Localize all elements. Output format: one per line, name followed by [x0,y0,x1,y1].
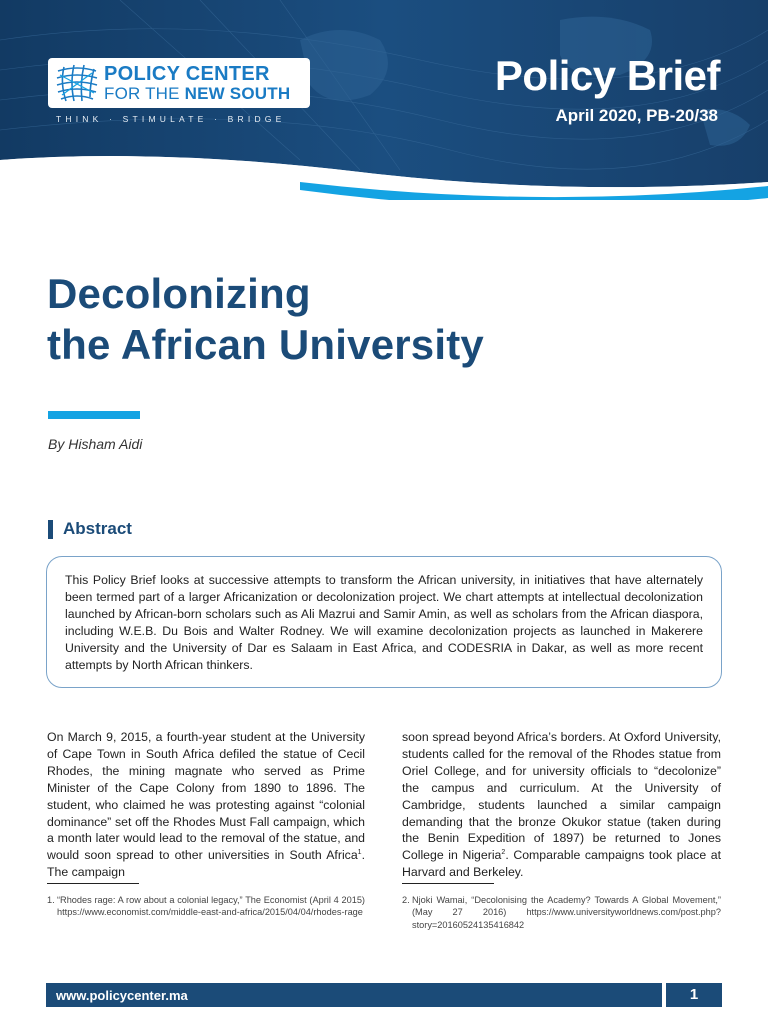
footnote-2-number: 2. [402,895,410,905]
title-line2: the African University [47,321,484,368]
policy-center-logo [48,58,310,108]
logo-line2 [104,85,290,102]
logo-line2-prefix: FOR THE [104,84,185,103]
body-column-left [47,729,365,881]
logo-tagline: THINK · STIMULATE · BRIDGE [56,114,286,124]
footnote-1-text[interactable]: “Rhodes rage: A row about a colonial legacy,” The Economist (April 4 2015) https://www.economist.com/middle-east-and-africa/2015/04/04/rhodes-rage [57,895,365,918]
footnote-ref-1[interactable]: 1 [357,849,362,857]
abstract-box [46,556,722,688]
abstract-label: Abstract [63,519,132,538]
page-footer [46,983,722,1007]
logo-line2-bold: NEW SOUTH [184,84,291,103]
title-accent-rule [48,411,140,419]
body-column-right [402,729,721,881]
abstract-heading [48,519,132,539]
footnote-2 [402,894,721,931]
footnote-ref-2[interactable]: 2 [501,849,506,857]
author-byline: By Hisham Aidi [48,436,143,452]
page-number: 1 [666,983,722,1007]
globe-grid-icon [54,63,100,103]
body-left-text: On March 9, 2015, a fourth-year student at the University of Cape Town in South Africa defiled the statue of Cecil Rhodes, the mining magnate who served as Prime Minister of the Cape Colony from 1890 to 1896. The student, who claimed he was protesting against “colonial dominance” set off the Rhodes Must Fall campaign, which a month later would lead to the removal of the statue, and would soon spread to other universities in South Africa [47,730,365,863]
issue-date: April 2020, PB-20/38 [555,106,718,125]
footnote-1-number: 1. [47,895,55,905]
page-title [47,268,647,370]
footer-url-link[interactable]: www.policycenter.ma [46,983,662,1007]
abstract-marker [48,520,53,539]
title-line1: Decolonizing [47,270,311,317]
abstract-text: This Policy Brief looks at successive attempts to transform the African university, in initiatives that have alternately been termed part of a larger Africanization or decolonization project. We chart attempts at intellectual decolonization launched by African-born scholars such as Ali Mazrui and Samir Amin, as well as scholars from the African diaspora, including W.E.B. Du Bois and Walter Rodney. We will examine decolonization projects as launched in Makerere University and the University of Dar es Salaam in East Africa, and CODESRIA in Dakar, as well as more recent attempts by North African thinkers. [65,573,703,672]
footnote-1 [47,894,365,919]
body-right-text: soon spread beyond Africa’s borders. At Oxford University, students called for the removal of the Rhodes statue from Oriel College, and for university officials to “decolonize” the campus and curriculum. At the University of Cambridge, students launched a similar campaign demanding that the bronze Okukor statue (taken during the Benin Expedition of 1897) be returned to Jones College in Nigeria [402,730,721,863]
footnote-2-text[interactable]: Njoki Wamai, “Decolonising the Academy? Towards A Global Movement,” (May 27 2016) https://www.universityworldnews.com/post.php?story=20160524135416842 [412,895,721,930]
footnote-rule-left [47,883,139,884]
body-right-tail: . Comparable campaigns took place at Harvard and Berkeley. [402,848,721,880]
logo-line1: POLICY CENTER [104,63,270,85]
header-banner [0,0,768,200]
body-left-tail: . The campaign [47,848,365,880]
footnote-rule-right [402,883,494,884]
policy-brief-label: Policy Brief [494,52,720,99]
